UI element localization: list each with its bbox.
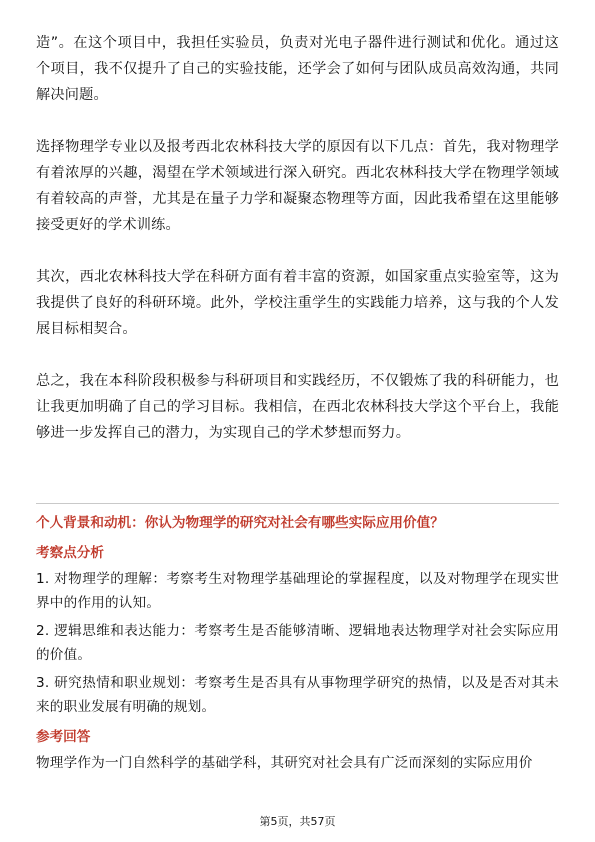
paragraph-gap (36, 342, 559, 368)
paragraph-resources: 其次，西北农林科技大学在科研方面有着丰富的资源，如国家重点实验室等，这为我提供了良好的科研环境。此外，学校注重学生的实践能力培养，这与我的个人发展目标相契合。 (36, 269, 559, 337)
answer-text: 物理学作为一门自然科学的基础学科，其研究对社会具有广泛而深刻的实际应用价 (36, 755, 533, 771)
section-divider (36, 503, 559, 504)
paragraph-gap (36, 108, 559, 134)
analysis-point: 3. 研究热情和职业规划：考察考生是否具有从事物理学研究的热情，以及是否对其未来的职业发展有明确的规划。 (36, 675, 559, 715)
answer-heading: 参考回答 (36, 729, 91, 745)
paragraph-project: 造”。在这个项目中，我担任实验员，负责对光电子器件进行测试和优化。通过这个项目，我不仅提升了自己的实验技能，还学会了如何与团队成员高效沟通，共同解决问题。 (36, 35, 559, 103)
page-number: 第5页，共57页 (259, 815, 336, 828)
question-title: 个人背景和动机：你认为物理学的研究对社会有哪些实际应用价值？ (36, 515, 444, 531)
paragraph-reasons: 选择物理学专业以及报考西北农林科技大学的原因有以下几点：首先，我对物理学有着浓厚的兴趣，渴望在学术领域进行深入研究。西北农林科技大学在物理学领域有着较高的声誉，尤其是在量子力学和凝聚态物理等方面，因此我希望在这里能够接受更好的学术训练。 (36, 139, 559, 233)
analysis-point: 2. 逻辑思维和表达能力：考察考生是否能够清晰、逻辑地表达物理学对社会实际应用的价值。 (36, 623, 559, 663)
analysis-point: 1. 对物理学的理解：考察考生对物理学基础理论的掌握程度，以及对物理学在现实世界中的作用的认知。 (36, 571, 559, 611)
paragraph-conclusion: 总之，我在本科阶段积极参与科研项目和实践经历，不仅锻炼了我的科研能力，也让我更加明确了自己的学习目标。我相信，在西北农林科技大学这个平台上，我能够进一步发挥自己的潜力，为实现自己的学术梦想而努力。 (36, 373, 559, 441)
analysis-heading: 考察点分析 (36, 545, 104, 561)
body-text (36, 30, 559, 446)
interview-question-section (36, 511, 559, 775)
paragraph-gap (36, 238, 559, 264)
